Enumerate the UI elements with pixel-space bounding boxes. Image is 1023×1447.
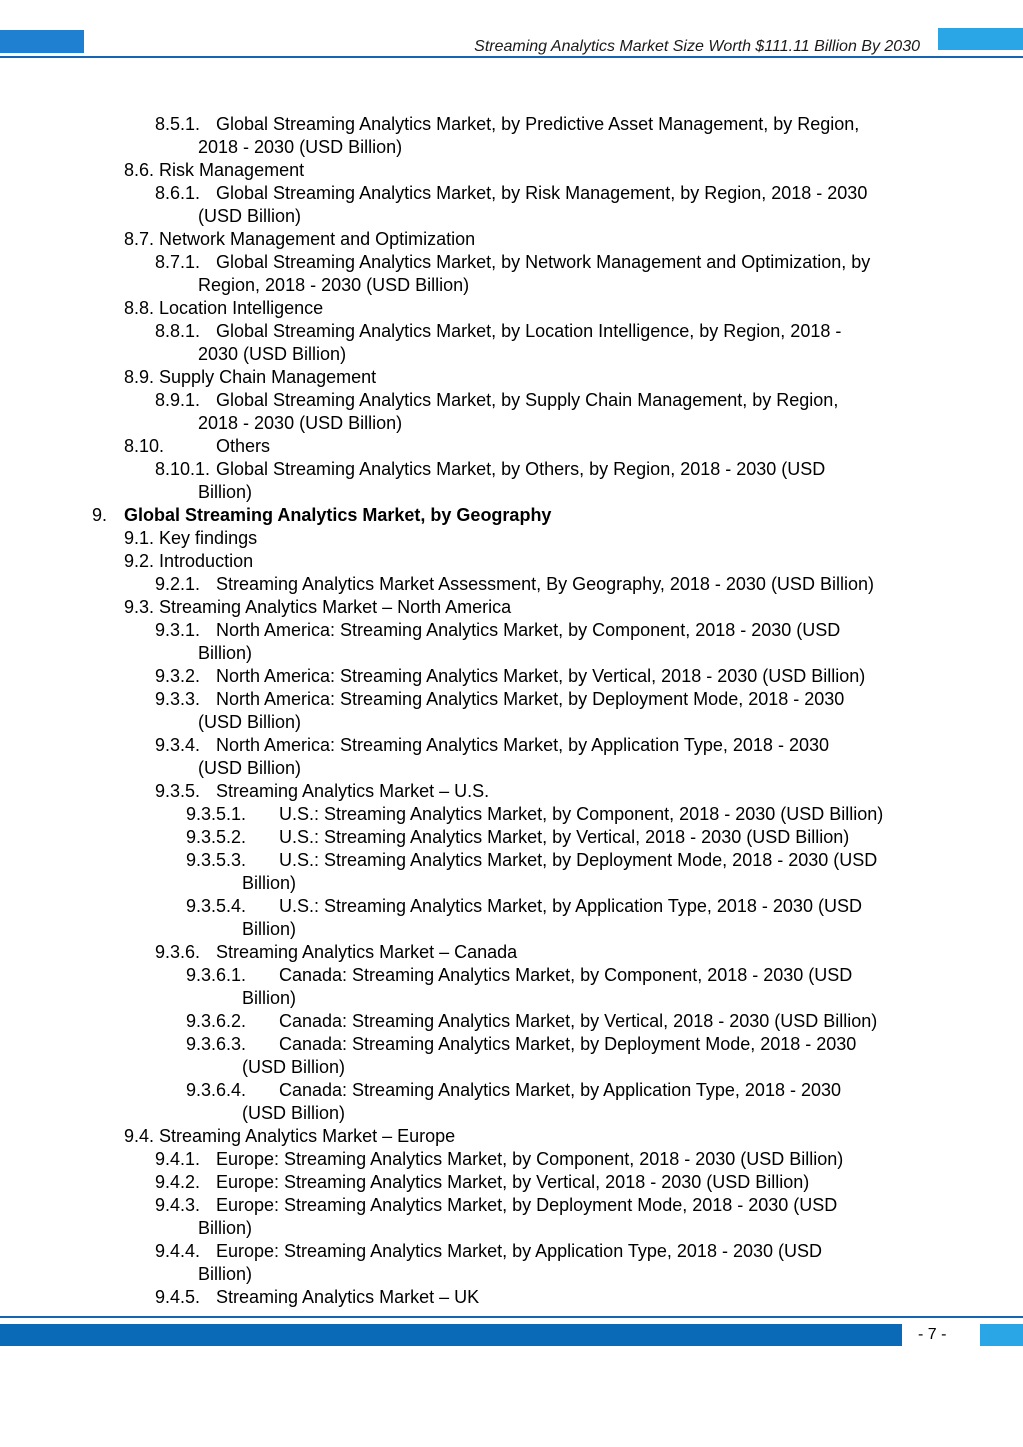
toc-entry (155, 941, 930, 964)
header-rule (0, 56, 1023, 58)
toc-entry-title: Supply Chain Management (159, 367, 377, 387)
toc-entry (155, 251, 930, 274)
toc-entry (155, 1171, 930, 1194)
toc-entry-number: 8.7.1. (155, 252, 201, 272)
toc-entry (155, 734, 930, 757)
toc-entry-continuation: Billion) (242, 988, 297, 1008)
toc-entry-number: 8.6.1. (155, 183, 201, 203)
toc-entry-number: 9.3.5.3. (186, 850, 247, 870)
footer-accent-right (980, 1324, 1023, 1346)
toc-entry-title: North America: Streaming Analytics Market, by Deployment Mode, 2018 - 2030 (216, 689, 845, 709)
toc-entry-number: 9.3.5.4. (186, 896, 247, 916)
toc-entry (186, 964, 930, 987)
toc-entry-number: 8.9. (124, 367, 155, 387)
toc-entry-number: 9. (92, 505, 108, 525)
toc-entry-title: North America: Streaming Analytics Market, by Application Type, 2018 - 2030 (216, 735, 829, 755)
toc-entry-number: 8.10. (124, 436, 165, 456)
toc-entry-title: Risk Management (159, 160, 305, 180)
toc-entry-title: Streaming Analytics Market – UK (216, 1287, 480, 1307)
toc-entry-number: 8.8. (124, 298, 155, 318)
toc-entry-continuation: Billion) (198, 1264, 253, 1284)
toc-entry (186, 895, 930, 918)
toc-entry (155, 1194, 930, 1217)
toc-entry-number: 9.1. (124, 528, 155, 548)
toc-entry-title: Canada: Streaming Analytics Market, by Vertical, 2018 - 2030 (USD Billion) (279, 1011, 878, 1031)
toc-entry-title: Streaming Analytics Market – Canada (216, 942, 518, 962)
toc-entry (124, 527, 930, 550)
toc-entry-number: 9.3.5.2. (186, 827, 247, 847)
toc-entry-title: Global Streaming Analytics Market, by Risk Management, by Region, 2018 - 2030 (216, 183, 868, 203)
toc-entry-title: North America: Streaming Analytics Market, by Component, 2018 - 2030 (USD (216, 620, 841, 640)
toc-entry-number: 9.3.1. (155, 620, 201, 640)
toc-entry (124, 366, 930, 389)
footer-rule (0, 1316, 1023, 1318)
toc-entry-number: 9.3.5.1. (186, 804, 247, 824)
toc-entry-title: Introduction (159, 551, 254, 571)
toc-entry-number: 9.3.4. (155, 735, 201, 755)
toc-entry (186, 1033, 930, 1056)
toc-entry-continuation: 2018 - 2030 (USD Billion) (198, 137, 403, 157)
toc-entry-continuation: Region, 2018 - 2030 (USD Billion) (198, 275, 470, 295)
toc-entry-title: U.S.: Streaming Analytics Market, by Component, 2018 - 2030 (USD Billion) (279, 804, 884, 824)
toc-entry-title: Global Streaming Analytics Market, by Others, by Region, 2018 - 2030 (USD (216, 459, 826, 479)
toc-entry-title: North America: Streaming Analytics Market, by Vertical, 2018 - 2030 (USD Billion) (216, 666, 866, 686)
toc-entry (124, 596, 930, 619)
toc-entry (155, 458, 930, 481)
toc-entry (155, 665, 930, 688)
toc-entry-title: Key findings (159, 528, 258, 548)
toc-entry (124, 159, 930, 182)
toc-entry-number: 9.3.6.4. (186, 1080, 247, 1100)
toc-entry (186, 803, 930, 826)
toc-entry-title: Global Streaming Analytics Market, by Location Intelligence, by Region, 2018 - (216, 321, 842, 341)
toc-entry-number: 9.3. (124, 597, 155, 617)
toc-entry-number: 9.3.6.2. (186, 1011, 247, 1031)
toc-entry-number: 9.2.1. (155, 574, 201, 594)
toc-entry (155, 573, 930, 596)
toc-entry-title: Global Streaming Analytics Market, by Supply Chain Management, by Region, (216, 390, 839, 410)
toc-entry-continuation: (USD Billion) (198, 712, 302, 732)
toc-entry-number: 9.4.2. (155, 1172, 201, 1192)
toc-entry-title: Canada: Streaming Analytics Market, by Component, 2018 - 2030 (USD (279, 965, 853, 985)
toc-entry-number: 8.9.1. (155, 390, 201, 410)
toc-entry-continuation: (USD Billion) (198, 758, 302, 778)
toc-entry-continuation: Billion) (242, 919, 297, 939)
toc-entry-continuation: 2030 (USD Billion) (198, 344, 347, 364)
toc-entry (155, 320, 930, 343)
toc-entry-continuation: Billion) (198, 482, 253, 502)
toc-entry (186, 1010, 930, 1033)
toc-entry-title: Network Management and Optimization (159, 229, 476, 249)
toc-entry-title: Canada: Streaming Analytics Market, by Application Type, 2018 - 2030 (279, 1080, 841, 1100)
toc-entry-continuation: Billion) (242, 873, 297, 893)
toc-entry-continuation: Billion) (198, 643, 253, 663)
toc-entry (155, 1286, 930, 1309)
toc-entry-continuation: 2018 - 2030 (USD Billion) (198, 413, 403, 433)
toc-entry-title: Global Streaming Analytics Market, by Network Management and Optimization, by (216, 252, 871, 272)
toc-entry (124, 228, 930, 251)
toc-entry-title: Others (216, 436, 271, 456)
header-accent-left (0, 30, 84, 53)
header-accent-right (938, 28, 1023, 50)
toc-entry (155, 182, 930, 205)
toc-entry (124, 435, 930, 458)
toc-entry-title: U.S.: Streaming Analytics Market, by Vertical, 2018 - 2030 (USD Billion) (279, 827, 850, 847)
toc-entry-number: 9.3.6. (155, 942, 201, 962)
toc-entry-title: Europe: Streaming Analytics Market, by Application Type, 2018 - 2030 (USD (216, 1241, 822, 1261)
toc-entry-title: Streaming Analytics Market Assessment, By Geography, 2018 - 2030 (USD Billion) (216, 574, 874, 594)
toc-entry-title: Streaming Analytics Market – North America (159, 597, 512, 617)
toc-entry-continuation: Billion) (198, 1218, 253, 1238)
toc-entry (186, 826, 930, 849)
toc-entry-number: 8.6. (124, 160, 155, 180)
toc-entry (155, 1240, 930, 1263)
toc-entry-number: 9.3.6.3. (186, 1034, 247, 1054)
toc-entry-number: 9.4.5. (155, 1287, 201, 1307)
toc-entry-number: 9.3.2. (155, 666, 201, 686)
toc-entry (155, 113, 930, 136)
toc-entry-number: 9.3.5. (155, 781, 201, 801)
toc-entry (155, 389, 930, 412)
toc-entry-number: 9.4. (124, 1126, 155, 1146)
toc-entry-continuation: (USD Billion) (198, 206, 302, 226)
toc-entry (155, 1148, 930, 1171)
toc-entry-number: 8.5.1. (155, 114, 201, 134)
toc-entry (155, 780, 930, 803)
toc-entry-number: 8.7. (124, 229, 155, 249)
toc-entry-continuation: (USD Billion) (242, 1103, 346, 1123)
toc-entry-title: Streaming Analytics Market – Europe (159, 1126, 456, 1146)
toc-entry (92, 504, 930, 527)
toc-entry-title: Global Streaming Analytics Market, by Predictive Asset Management, by Region, (216, 114, 860, 134)
toc-entry-number: 8.8.1. (155, 321, 201, 341)
toc-entry-title: Canada: Streaming Analytics Market, by Deployment Mode, 2018 - 2030 (279, 1034, 857, 1054)
header-title: Streaming Analytics Market Size Worth $111.11 Billion By 2030 (474, 38, 920, 55)
toc-entry (155, 619, 930, 642)
toc-entry-number: 9.4.3. (155, 1195, 201, 1215)
toc-entry-number: 9.3.6.1. (186, 965, 247, 985)
toc-entry-title: Location Intelligence (159, 298, 324, 318)
toc-entry (124, 550, 930, 573)
page-number: - 7 - (918, 1326, 947, 1343)
toc-entry-title: U.S.: Streaming Analytics Market, by Application Type, 2018 - 2030 (USD (279, 896, 862, 916)
toc-entry (155, 688, 930, 711)
toc-entry-continuation: (USD Billion) (242, 1057, 346, 1077)
toc-entry-title: Streaming Analytics Market – U.S. (216, 781, 490, 801)
toc-entry-number: 9.4.1. (155, 1149, 201, 1169)
toc-entry-title: Europe: Streaming Analytics Market, by Deployment Mode, 2018 - 2030 (USD (216, 1195, 838, 1215)
toc-entry-number: 9.4.4. (155, 1241, 201, 1261)
toc-entry (124, 1125, 930, 1148)
toc-entry-number: 9.3.3. (155, 689, 201, 709)
toc-entry-title: Europe: Streaming Analytics Market, by Vertical, 2018 - 2030 (USD Billion) (216, 1172, 810, 1192)
toc-entry-title: Europe: Streaming Analytics Market, by Component, 2018 - 2030 (USD Billion) (216, 1149, 844, 1169)
toc-entry (186, 849, 930, 872)
toc-entry (124, 297, 930, 320)
toc-entry (186, 1079, 930, 1102)
toc-entry-number: 9.2. (124, 551, 155, 571)
toc-entry-title: Global Streaming Analytics Market, by Geography (124, 505, 552, 525)
toc-entry-number: 8.10.1. (155, 459, 211, 479)
toc-entry-title: U.S.: Streaming Analytics Market, by Deployment Mode, 2018 - 2030 (USD (279, 850, 878, 870)
footer-accent-bar (0, 1324, 902, 1346)
